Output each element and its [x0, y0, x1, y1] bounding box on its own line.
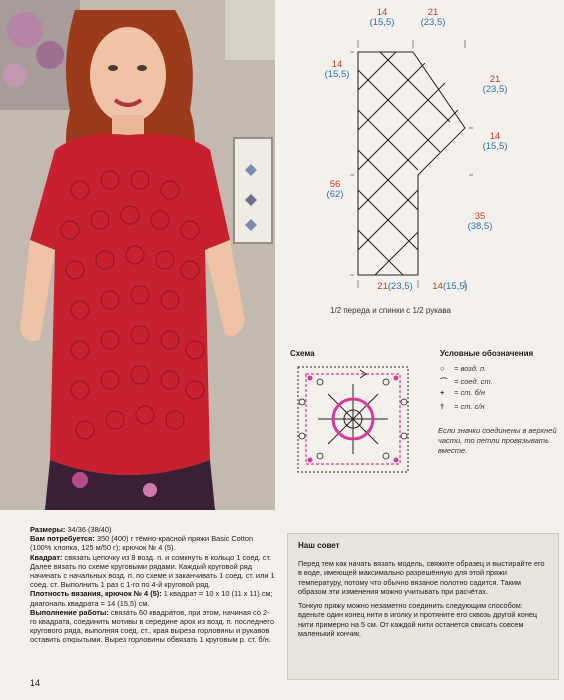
model-photo [0, 0, 275, 510]
legend-item: + = ст. б/н [440, 388, 485, 397]
crochet-chart-title: Схема [290, 349, 315, 358]
legend-item: † = ст. с/н [440, 402, 485, 411]
dim-top-left: 14 (15,5) [369, 7, 395, 28]
model-illustration [0, 0, 275, 510]
dim-bottom-right: 14(15,5) [432, 281, 468, 292]
advice-text [298, 559, 548, 643]
legend-title: Условные обозначения [440, 349, 534, 358]
legend-item: ⌒ = соед. ст. [440, 377, 493, 386]
slip-stitch-icon: ⌒ [440, 377, 448, 386]
dim-right-upper: 21 (23,5) [482, 74, 508, 95]
advice-paragraph: Перед тем как начать вязать модель, свяжите образец и выстирайте его в воде, имеющей максимально разрешённую для этой пряжи температуру, потому что обычно вязаное полотно садится. Таким образом эти изменения можно учитывать при расчётах. [298, 559, 545, 596]
schematic-grid [280, 0, 564, 300]
page-number: 14 [30, 678, 41, 688]
instructions-text [30, 525, 275, 645]
schematic-caption: 1/2 переда и спинки с 1/2 рукава [330, 306, 451, 315]
dim-right-middle: 14 (15,5) [482, 131, 508, 152]
dim-right-side: 35 (38,5) [467, 211, 493, 232]
materials-label: Вам потребуется: [30, 534, 95, 544]
density-label: Плотность вязания, крючок № 4 (5): [30, 589, 162, 599]
square-value: связать цепочку из 8 возд. п. и сомкнуть в кольцо 1 соед. ст. Далее вязать по схеме круговыми рядами. Каждый круговой ряд начинать с начальных возд. п. по схеме и заканчивать 1 соед. ст. или 1 соед. ст. Выполнить 1 раз с 1-го по 4-й круговой ряд. [30, 552, 275, 590]
dim-top-right: 21 (23,5) [420, 7, 446, 28]
chain-stitch-icon: ○ [440, 364, 445, 373]
execution-value: связать 60 квадратов, при этом, начиная со 2-го квадрата, соединить мотивы в середине арок из возд. п. последнего кругового ряда, выполняя соед. ст., края выреза горловины и рукавов оставить открытыми. Вырез горловины обвязать 1 круговым р. ст. б/н. [30, 607, 274, 645]
crochet-chart [290, 362, 415, 477]
advice-paragraph: Тонкую пряжу можно незаметно соединить следующим способом: вденьте один конец нити в иголку и протяните его сквозь другой конец нити примерно на 5 см. От каждой нити останется свисать совсем маленький кончик. [298, 601, 538, 639]
dim-left-side: 56 (62) [326, 179, 344, 200]
advice-box [287, 533, 559, 680]
legend-note: Если значки соединены в верхней части, то петли провязывать вместе. [438, 426, 557, 455]
sizes-label: Размеры: [30, 525, 66, 534]
dim-bottom-left: 21(23,5) [377, 281, 413, 292]
legend-item: ○ = возд. п. [440, 364, 487, 373]
square-label: Квадрат: [30, 552, 63, 562]
materials-value: 350 (400) г тёмно-красной пряжи Basic Cotton (100% хлопка, 125 м/50 г); крючок № 4 (5). [30, 534, 254, 553]
advice-title: Наш совет [298, 541, 340, 550]
single-crochet-icon: + [440, 388, 445, 397]
density-value: 1 квадрат = 10 х 10 (11 х 11) см; диагональ квадрата = 14 (15,5) см. [30, 589, 273, 608]
dim-left-upper: 14 (15,5) [324, 59, 350, 80]
double-crochet-icon: † [440, 402, 445, 411]
execution-label: Выполнение работы: [30, 607, 109, 617]
sizes-value: 34/36 (38/40) [65, 525, 112, 534]
